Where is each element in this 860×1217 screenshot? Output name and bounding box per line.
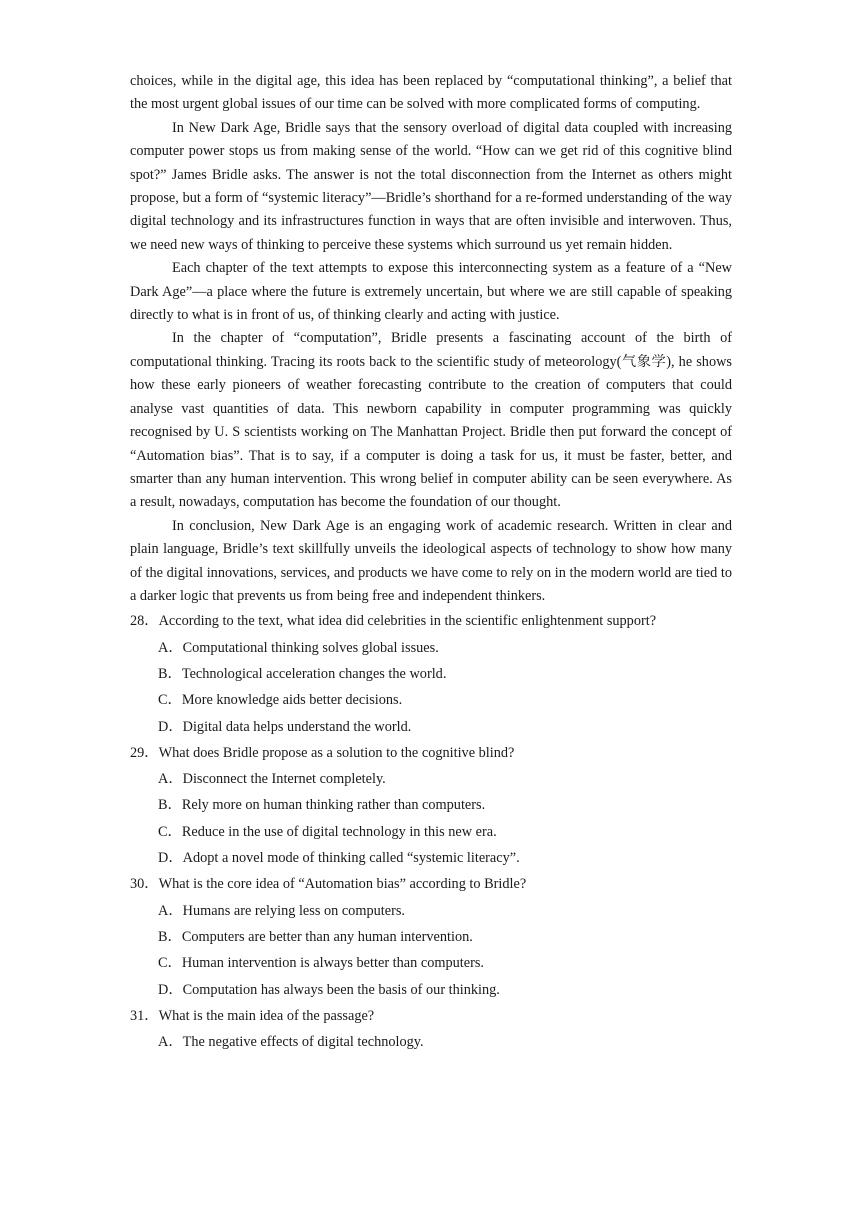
option-list — [130, 766, 732, 871]
question-stem: 30．What is the core idea of “Automation bias” according to Bridle? — [130, 876, 527, 893]
option-d: D．Computation has always been the basis of our thinking. — [158, 981, 500, 998]
passage-paragraph: Each chapter of the text attempts to expose this interconnecting system as a feature of a “New Dark Age”—a place where the future is extremely uncertain, but where we are still capable of speaking directly to what is in front of us, of thinking clearly and acting with justice. — [130, 260, 732, 324]
question-stem: 31．What is the main idea of the passage? — [130, 1007, 375, 1024]
option-b: B．Computers are better than any human intervention. — [158, 928, 473, 945]
question-28 — [130, 608, 732, 739]
questions — [130, 608, 732, 1055]
question-stem: 29．What does Bridle propose as a solution to the cognitive blind? — [130, 744, 515, 761]
option-list — [130, 1029, 732, 1055]
option-c: C．Human intervention is always better than computers. — [158, 955, 484, 972]
document-page — [130, 70, 732, 1055]
option-list — [130, 635, 732, 740]
option-a: A．The negative effects of digital technology. — [158, 1034, 424, 1051]
passage-paragraph: In the chapter of “computation”, Bridle presents a fascinating account of the birth of computational thinking. Tracing its roots back to the scientific study of meteorology(气象学), he shows how these early pioneers of weather forecasting contribute to the creation of computers that could analyse vast quantities of data. This newborn capability in computer programming was quickly recognised by U. S scientists working on The Manhattan Project. Bridle then put forward the concept of “Automation bias”. That is to say, if a computer is doing a task for us, it must be faster, better, and smarter than any human intervention. This wrong belief in computer ability can be seen everywhere. As a result, nowadays, computation has become the foundation of our thought. — [130, 330, 732, 511]
passage-paragraph: In New Dark Age, Bridle says that the sensory overload of digital data coupled with increasing computer power stops us from making sense of the world. “How can we get rid of this cognitive blind spot?” James Bridle asks. The answer is not the total disconnection from the Internet as others might propose, but a form of “systemic literacy”—Bridle’s shorthand for a re-formed understanding of the way digital technology and its infrastructures function in ways that are often invisible and interwoven. Thus, we need new ways of thinking to perceive these systems which surround us yet remain hidden. — [130, 119, 732, 253]
option-c: C．Reduce in the use of digital technology in this new era. — [158, 823, 497, 840]
option-list — [130, 898, 732, 1003]
question-31 — [130, 1003, 732, 1056]
option-a: A．Disconnect the Internet completely. — [158, 771, 386, 788]
option-b: B．Technological acceleration changes the world. — [158, 665, 447, 682]
option-a: A．Computational thinking solves global issues. — [158, 639, 439, 656]
passage-paragraph: In conclusion, New Dark Age is an engaging work of academic research. Written in clear and plain language, Bridle’s text skillfully unveils the ideological aspects of technology to show how many of the digital innovations, services, and products we have come to rely on in the modern world are tied to a darker logic that prevents us from being free and independent thinkers. — [130, 517, 732, 604]
question-29 — [130, 740, 732, 871]
question-stem: 28．According to the text, what idea did celebrities in the scientific enlightenment support? — [130, 613, 657, 630]
option-d: D．Adopt a novel mode of thinking called “systemic literacy”. — [158, 850, 520, 867]
option-c: C．More knowledge aids better decisions. — [158, 692, 403, 709]
passage — [130, 70, 732, 608]
option-a: A．Humans are relying less on computers. — [158, 902, 405, 919]
passage-paragraph: choices, while in the digital age, this idea has been replaced by “computational thinking”, a belief that the most urgent global issues of our time can be solved with more complicated forms of computing. — [130, 73, 732, 113]
option-b: B．Rely more on human thinking rather than computers. — [158, 797, 486, 814]
option-d: D．Digital data helps understand the world. — [158, 718, 412, 735]
question-30 — [130, 871, 732, 1002]
